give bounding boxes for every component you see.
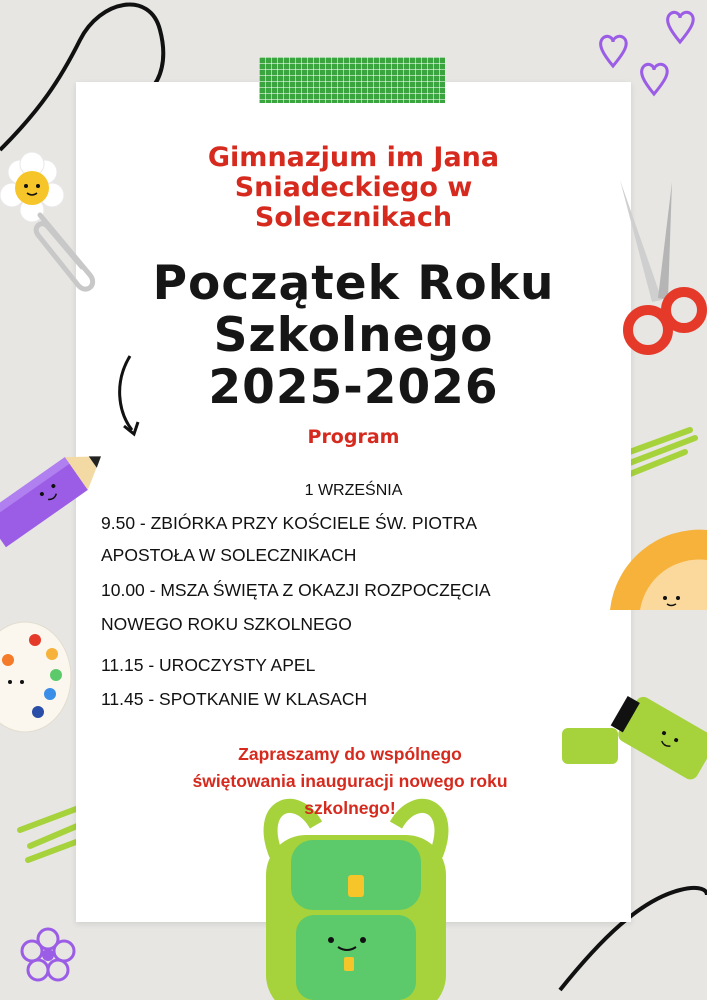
highlighter-icon: [560, 670, 707, 800]
title-line: Początek Roku: [152, 256, 555, 311]
school-name-line: Solecznikach: [254, 202, 453, 233]
school-name-line: Sniadeckiego w: [234, 172, 473, 203]
schedule-item: 11.15 - UROCZYSTY APEL: [101, 655, 316, 675]
invitation-line: Zapraszamy do wspólnego: [238, 744, 462, 764]
paint-palette-icon: [0, 620, 75, 735]
page-title: [76, 258, 631, 414]
schedule-item: NOWEGO ROKU SZKOLNEGO: [101, 614, 352, 634]
flower-icon: [18, 925, 78, 985]
schedule-item: 10.00 - MSZA ŚWIĘTA Z OKAZJI ROZPOCZĘCIA: [101, 580, 491, 600]
schedule-item: 11.45 - SPOTKANIE W KLASACH: [101, 689, 368, 709]
invitation-line: szkolnego!: [304, 798, 396, 818]
protractor-icon: [600, 520, 707, 620]
schedule-item: 9.50 - ZBIÓRKA PRZY KOŚCIELE ŚW. PIOTRA: [101, 513, 478, 533]
washi-tape: [259, 57, 445, 103]
program-date: 1 WRZEŚNIA: [304, 482, 403, 499]
title-year: 2025-2026: [208, 360, 499, 415]
school-name-line: Gimnazjum im Jana: [207, 142, 500, 173]
backpack-icon: [236, 795, 476, 1000]
invitation-text: [130, 741, 570, 822]
title-line: Szkolnego: [213, 308, 494, 363]
program-heading: Program: [307, 426, 400, 448]
schedule-item: APOSTOŁA W SOLECZNIKACH: [101, 545, 357, 565]
invitation-line: świętowania inauguracji nowego roku: [192, 771, 508, 791]
school-name: [76, 143, 631, 233]
